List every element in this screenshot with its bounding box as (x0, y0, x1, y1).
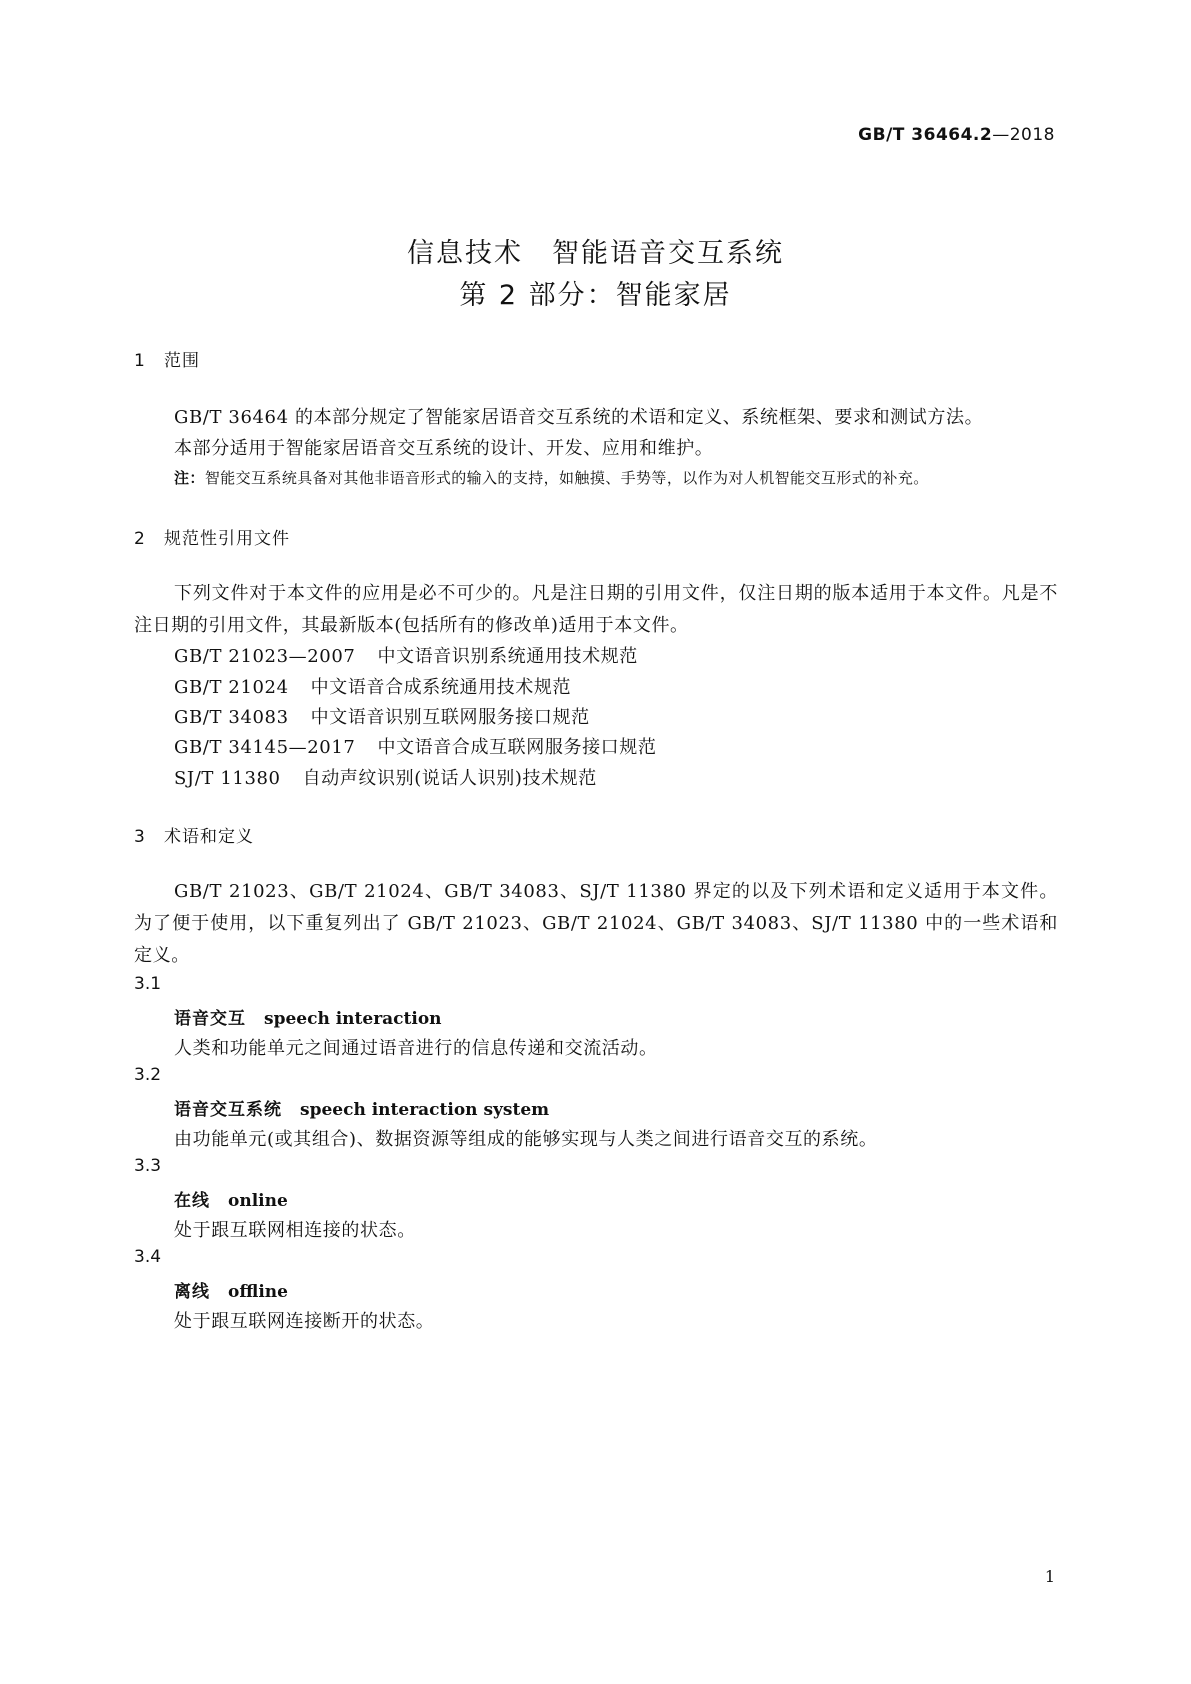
note-label: 注： (174, 469, 205, 487)
section-number: 2 (134, 529, 146, 549)
term-number: 3.2 (134, 1065, 162, 1085)
section-title: 规范性引用文件 (164, 529, 290, 549)
document-title-line1: 信息技术 智能语音交互系统 (407, 238, 784, 269)
term-en: speech interaction system (300, 1100, 550, 1120)
reference-title: 中文语音合成系统通用技术规范 (310, 677, 572, 698)
term-zh: 语音交互系统 (174, 1100, 282, 1120)
term-heading (174, 1186, 288, 1211)
reference-code: GB/T 21024 (174, 677, 289, 698)
term-en: speech interaction (264, 1009, 442, 1029)
term-definition: 由功能单元(或其组合)、数据资源等组成的能够实现与人类之间进行语音交互的系统。 (174, 1129, 878, 1150)
term-en: online (228, 1191, 288, 1211)
term-number: 3.3 (134, 1156, 162, 1176)
reference-code: GB/T 34083 (174, 707, 289, 728)
term-number: 3.1 (134, 974, 162, 994)
reference-code: SJ/T 11380 (174, 768, 281, 789)
section-title: 术语和定义 (164, 827, 254, 847)
term-zh: 语音交互 (174, 1009, 246, 1029)
term-zh: 在线 (174, 1191, 210, 1211)
standard-code-number: GB/T 36464.2 (858, 125, 993, 145)
section-number: 1 (134, 351, 146, 371)
term-heading (174, 1277, 288, 1302)
standard-code-year: —2018 (992, 125, 1055, 145)
scope-paragraph-1: GB/T 36464 的本部分规定了智能家居语音交互系统的术语和定义、系统框架、要求和测试方法。 (174, 407, 984, 428)
section-title: 范围 (164, 351, 200, 371)
reference-item (174, 733, 656, 759)
section-1-heading (134, 346, 200, 371)
reference-code: GB/T 34145—2017 (174, 737, 356, 758)
reference-title: 自动声纹识别(说话人识别)技术规范 (302, 768, 597, 789)
normative-references-intro: 下列文件对于本文件的应用是必不可少的。凡是注日期的引用文件，仅注日期的版本适用于本文件。凡是不注日期的引用文件，其最新版本(包括所有的修改单)适用于本文件。 (134, 583, 1058, 636)
terms-intro: GB/T 21023、GB/T 21024、GB/T 34083、SJ/T 11380 界定的以及下列术语和定义适用于本文件。为了便于使用，以下重复列出了 GB/T 21023、GB/T 21024、GB/T 34083、SJ/T 11380 中的一些术语和定义。 (134, 881, 1058, 966)
document-title-line2: 第 2 部分：智能家居 (459, 280, 732, 311)
section-number: 3 (134, 827, 146, 847)
term-definition: 处于跟互联网相连接的状态。 (174, 1220, 416, 1241)
note-text: 智能交互系统具备对其他非语音形式的输入的支持，如触摸、手势等，以作为对人机智能交互形式的补充。 (204, 469, 929, 487)
term-zh: 离线 (174, 1282, 210, 1302)
reference-title: 中文语音识别互联网服务接口规范 (310, 707, 590, 728)
term-number: 3.4 (134, 1247, 162, 1267)
term-heading (174, 1004, 442, 1029)
term-definition: 处于跟互联网连接断开的状态。 (174, 1311, 435, 1332)
standard-code (858, 125, 1055, 145)
reference-item (174, 673, 571, 699)
reference-item (174, 764, 597, 790)
page-number: 1 (1044, 1567, 1055, 1586)
reference-title: 中文语音合成互联网服务接口规范 (377, 737, 657, 758)
term-heading (174, 1095, 549, 1120)
term-en: offline (228, 1282, 288, 1302)
section-3-heading (134, 822, 254, 847)
reference-item (174, 642, 638, 668)
term-definition: 人类和功能单元之间通过语音进行的信息传递和交流活动。 (174, 1038, 658, 1059)
reference-item (174, 703, 590, 729)
reference-title: 中文语音识别系统通用技术规范 (377, 646, 638, 667)
reference-code: GB/T 21023—2007 (174, 646, 356, 667)
scope-note (174, 467, 929, 488)
scope-paragraph-2: 本部分适用于智能家居语音交互系统的设计、开发、应用和维护。 (174, 438, 714, 459)
section-2-heading (134, 524, 290, 549)
